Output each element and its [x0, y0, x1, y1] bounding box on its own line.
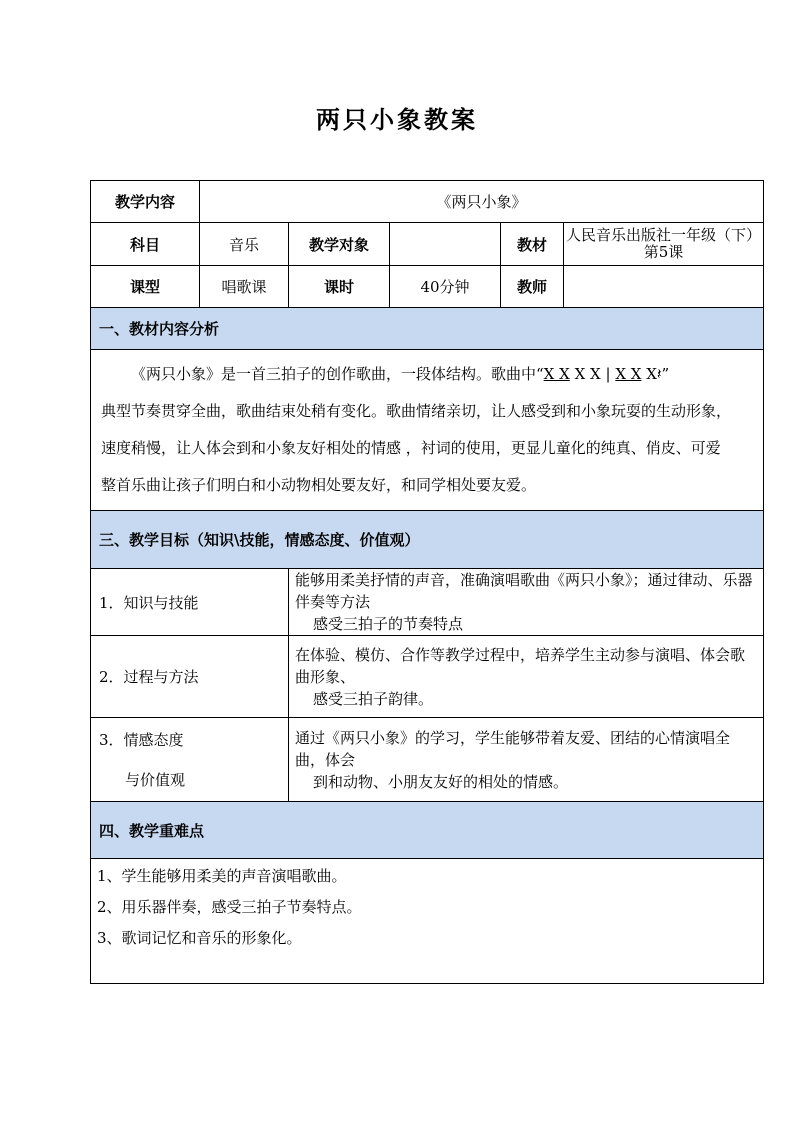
- objective-3-label-line1: 3．情感态度: [99, 730, 184, 749]
- objective-1-row: [91, 569, 764, 636]
- content-row: [91, 181, 764, 223]
- audience-label: 教学对象: [289, 223, 390, 266]
- content-label: 教学内容: [91, 181, 200, 223]
- textbook-label: 教材: [501, 223, 564, 266]
- objective-2-text: [289, 636, 764, 718]
- objective-3-row: [91, 718, 764, 802]
- objective-2-line1: 在体验、模仿、合作等教学过程中，培养学生主动参与演唱、体会歌曲形象、: [295, 645, 746, 686]
- section1-body-row: [91, 350, 764, 511]
- objective-1-label: 1．知识与技能: [91, 569, 289, 636]
- objective-2-row: [91, 636, 764, 718]
- hours-label: 课时: [289, 266, 390, 308]
- type-value: 唱歌课: [200, 266, 289, 308]
- textbook-value-line1: 人民音乐出版社一年级（下）: [565, 226, 761, 244]
- subject-row: [91, 223, 764, 266]
- key-points-list: [91, 859, 764, 984]
- audience-value: [390, 223, 501, 266]
- rhythm-notation-1: X X: [543, 365, 570, 383]
- analysis-line-1: [101, 356, 755, 393]
- section3-header-row: [91, 511, 764, 569]
- section1-title: 一、教材内容分析: [91, 308, 764, 350]
- section3-title: 三、教学目标（知识\技能，情感态度、价值观）: [91, 511, 764, 569]
- objective-3-label: [91, 718, 289, 802]
- objective-2-label: 2．过程与方法: [91, 636, 289, 718]
- key-point-item: 2、用乐器伴奏，感受三拍子节奏特点。: [97, 898, 362, 916]
- teacher-value: [564, 266, 764, 308]
- hours-value: 40分钟: [390, 266, 501, 308]
- objective-3-line2: 到和动物、小朋友友好的相处的情感。: [313, 772, 569, 791]
- objective-3-line1: 通过《两只小象》的学习，学生能够带着友爱、团结的心情演唱全曲，体会: [295, 728, 731, 769]
- analysis-line-3: 速度稍慢，让人体会到和小象友好相处的情感 ，衬词的使用，更显儿童化的纯真、俏皮、可爱: [101, 439, 721, 457]
- rhythm-notation-2: X X |: [574, 365, 611, 383]
- subject-value: 音乐: [200, 223, 289, 266]
- objective-1-text: [289, 569, 764, 636]
- rhythm-notation-3: X X: [615, 365, 642, 383]
- teacher-label: 教师: [501, 266, 564, 308]
- section4-title: 四、教学重难点: [91, 802, 764, 859]
- objective-1-line1: 能够用柔美抒情的声音，准确演唱歌曲《两只小象》；通过律动、乐器伴奏等方法: [295, 571, 753, 611]
- type-label: 课型: [91, 266, 200, 308]
- objective-2-line2: 感受三拍子韵律。: [313, 689, 434, 708]
- analysis-line-2: 典型节奏贯穿全曲，歌曲结束处稍有变化。歌曲情绪亲切，让人感受到和小象玩耍的生动形象，: [101, 402, 732, 420]
- analysis-line-4: 整首乐曲让孩子们明白和小动物相处要友好，和同学相处要友爱。: [101, 476, 537, 494]
- subject-label: 科目: [91, 223, 200, 266]
- objective-1-line2: 感受三拍子的节奏特点: [313, 615, 464, 633]
- page-title: 两只小象教案: [316, 105, 478, 134]
- type-row: [91, 266, 764, 308]
- content-value: 《两只小象》: [200, 181, 764, 223]
- textbook-value: [564, 223, 764, 266]
- analysis-text-1: 《两只小象》是一首三拍子的创作歌曲，一段体结构。歌曲中“: [131, 365, 544, 383]
- lesson-plan-table: [90, 180, 764, 984]
- textbook-value-line2: 第5课: [643, 243, 684, 261]
- section1-header-row: [91, 308, 764, 350]
- section4-body-row: [91, 859, 764, 984]
- key-point-item: 3、歌词记忆和音乐的形象化。: [97, 929, 302, 947]
- rhythm-notation-4: X𝄽”: [646, 365, 670, 383]
- objective-3-text: [289, 718, 764, 802]
- section4-header-row: [91, 802, 764, 859]
- key-point-item: 1、学生能够用柔美的声音演唱歌曲。: [97, 867, 347, 885]
- objective-3-label-line2: 与价值观: [125, 770, 186, 789]
- analysis-paragraph: [91, 350, 764, 511]
